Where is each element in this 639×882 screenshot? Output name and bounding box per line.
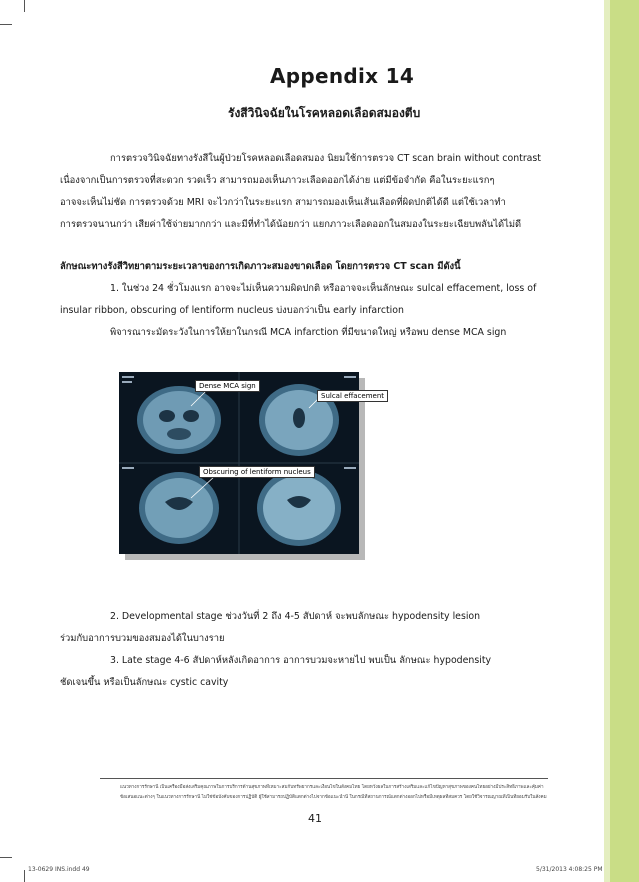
text-line: 3. Late stage 4-6 สัปดาห์หลังเกิดอาการ อาการบวมจะหายไป พบเป็น ลักษณะ hypodensity (110, 655, 492, 666)
page-title: Appendix 14 (270, 64, 415, 88)
text-line: insular ribbon, obscuring of lentiform nucleus บ่งบอกว่าเป็น early infarction (60, 305, 404, 316)
text-line: การตรวจนานกว่า เสียค่าใช้จ่ายมากกว่า และมีที่ทำได้น้อยกว่า แยกภาวะเลือดออกในสมองในระยะเฉียบพลันได้ไม่ดี (60, 219, 522, 230)
section-heading: ลักษณะทางรังสีวิทยาตามระยะเวลาของการเกิดภาวะสมองขาดเลือด โดยการตรวจ CT scan มีดังนี้ (60, 261, 461, 272)
page-subtitle: รังสีวินิจฉัยในโรคหลอดเลือดสมองตีบ (228, 106, 421, 120)
print-slug-date: 5/31/2013 4:08:25 PM (536, 866, 603, 873)
text-line: พิจารณาระมัดระวังในการให้ยาในกรณี MCA infarction ที่มีขนาดใหญ่ หรือพบ dense MCA sign (110, 327, 507, 338)
text-line: เนื่องจากเป็นการตรวจที่สะดวก รวดเร็ว สามารถมองเห็นภาวะเลือดออกได้ง่าย แต่มีข้อจำกัด คือในระยะแรกๆ (60, 175, 495, 186)
crop-mark (24, 0, 25, 12)
footnote: แนวทางการรักษานี้ เป็นเครื่องมือส่งเสริมคุณภาพในการบริการด้านสุขภาพที่เหมาะสมกับทรัพยากรและเงื่อนไขในสังคมไทย โดยหวังผลในการสร้างเสริมและแก้ไขปัญหาสุขภาพของคนไทยอย่างมีประสิทธิภาพและคุ้มค่า (120, 785, 544, 790)
crop-mark (24, 870, 25, 882)
page-number: 41 (308, 812, 322, 825)
text-line: ชัดเจนขึ้น หรือเป็นลักษณะ cystic cavity (60, 677, 229, 688)
stage1-paragraph (60, 278, 558, 344)
label-obscuring-lentiform: Obscuring of lentiform nucleus (199, 466, 315, 478)
crop-mark (0, 857, 12, 858)
print-slug-file: 13-0629 INS.indd 49 (28, 866, 90, 873)
text-line: 2. Developmental stage ช่วงวันที่ 2 ถึง 4-5 สัปดาห์ จะพบลักษณะ hypodensity lesion (110, 611, 481, 622)
text-line: อาจจะเห็นไม่ชัด การตรวจด้วย MRI จะไวกว่าในระยะแรก สามารถมองเห็นเส้นเลือดที่ผิดปกติได้ดี แต่ใช้เวลาทำ (60, 197, 506, 208)
label-sulcal-effacement: Sulcal effacement (317, 390, 388, 402)
margin-bar (610, 0, 639, 882)
label-dense-mca: Dense MCA sign (195, 380, 260, 392)
text-line: 1. ในช่วง 24 ชั่วโมงแรก อาจจะไม่เห็นความผิดปกติ หรืออาจจะเห็นลักษณะ sulcal effacement, loss of (110, 283, 537, 294)
stage2-paragraph (60, 606, 558, 650)
stage3-paragraph (60, 650, 558, 694)
text-line: การตรวจวินิจฉัยทางรังสีในผู้ป่วยโรคหลอดเลือดสมอง นิยมใช้การตรวจ CT scan brain without contrast (110, 153, 541, 164)
crop-mark (0, 24, 12, 25)
text-line: ร่วมกับอาการบวมของสมองได้ในบางราย (60, 633, 225, 644)
ct-scan-figure (119, 372, 385, 554)
footnote: ข้อเสนอแนะต่างๆ ในแนวทางการรักษานี้ ไม่ใช่ข้อบังคับของการปฏิบัติ ผู้ใช้สามารถปฏิบัติแตกต่างไปจากข้อแนะนำนี้ ในกรณีที่สถานการณ์แตกต่างออกไปหรือมีเหตุผลที่สมควร โดยใช้วิจารณญาณที่เป็นที่ยอมรับในสังคม (120, 795, 547, 800)
intro-paragraph (60, 148, 558, 236)
footer-rule (100, 778, 548, 779)
